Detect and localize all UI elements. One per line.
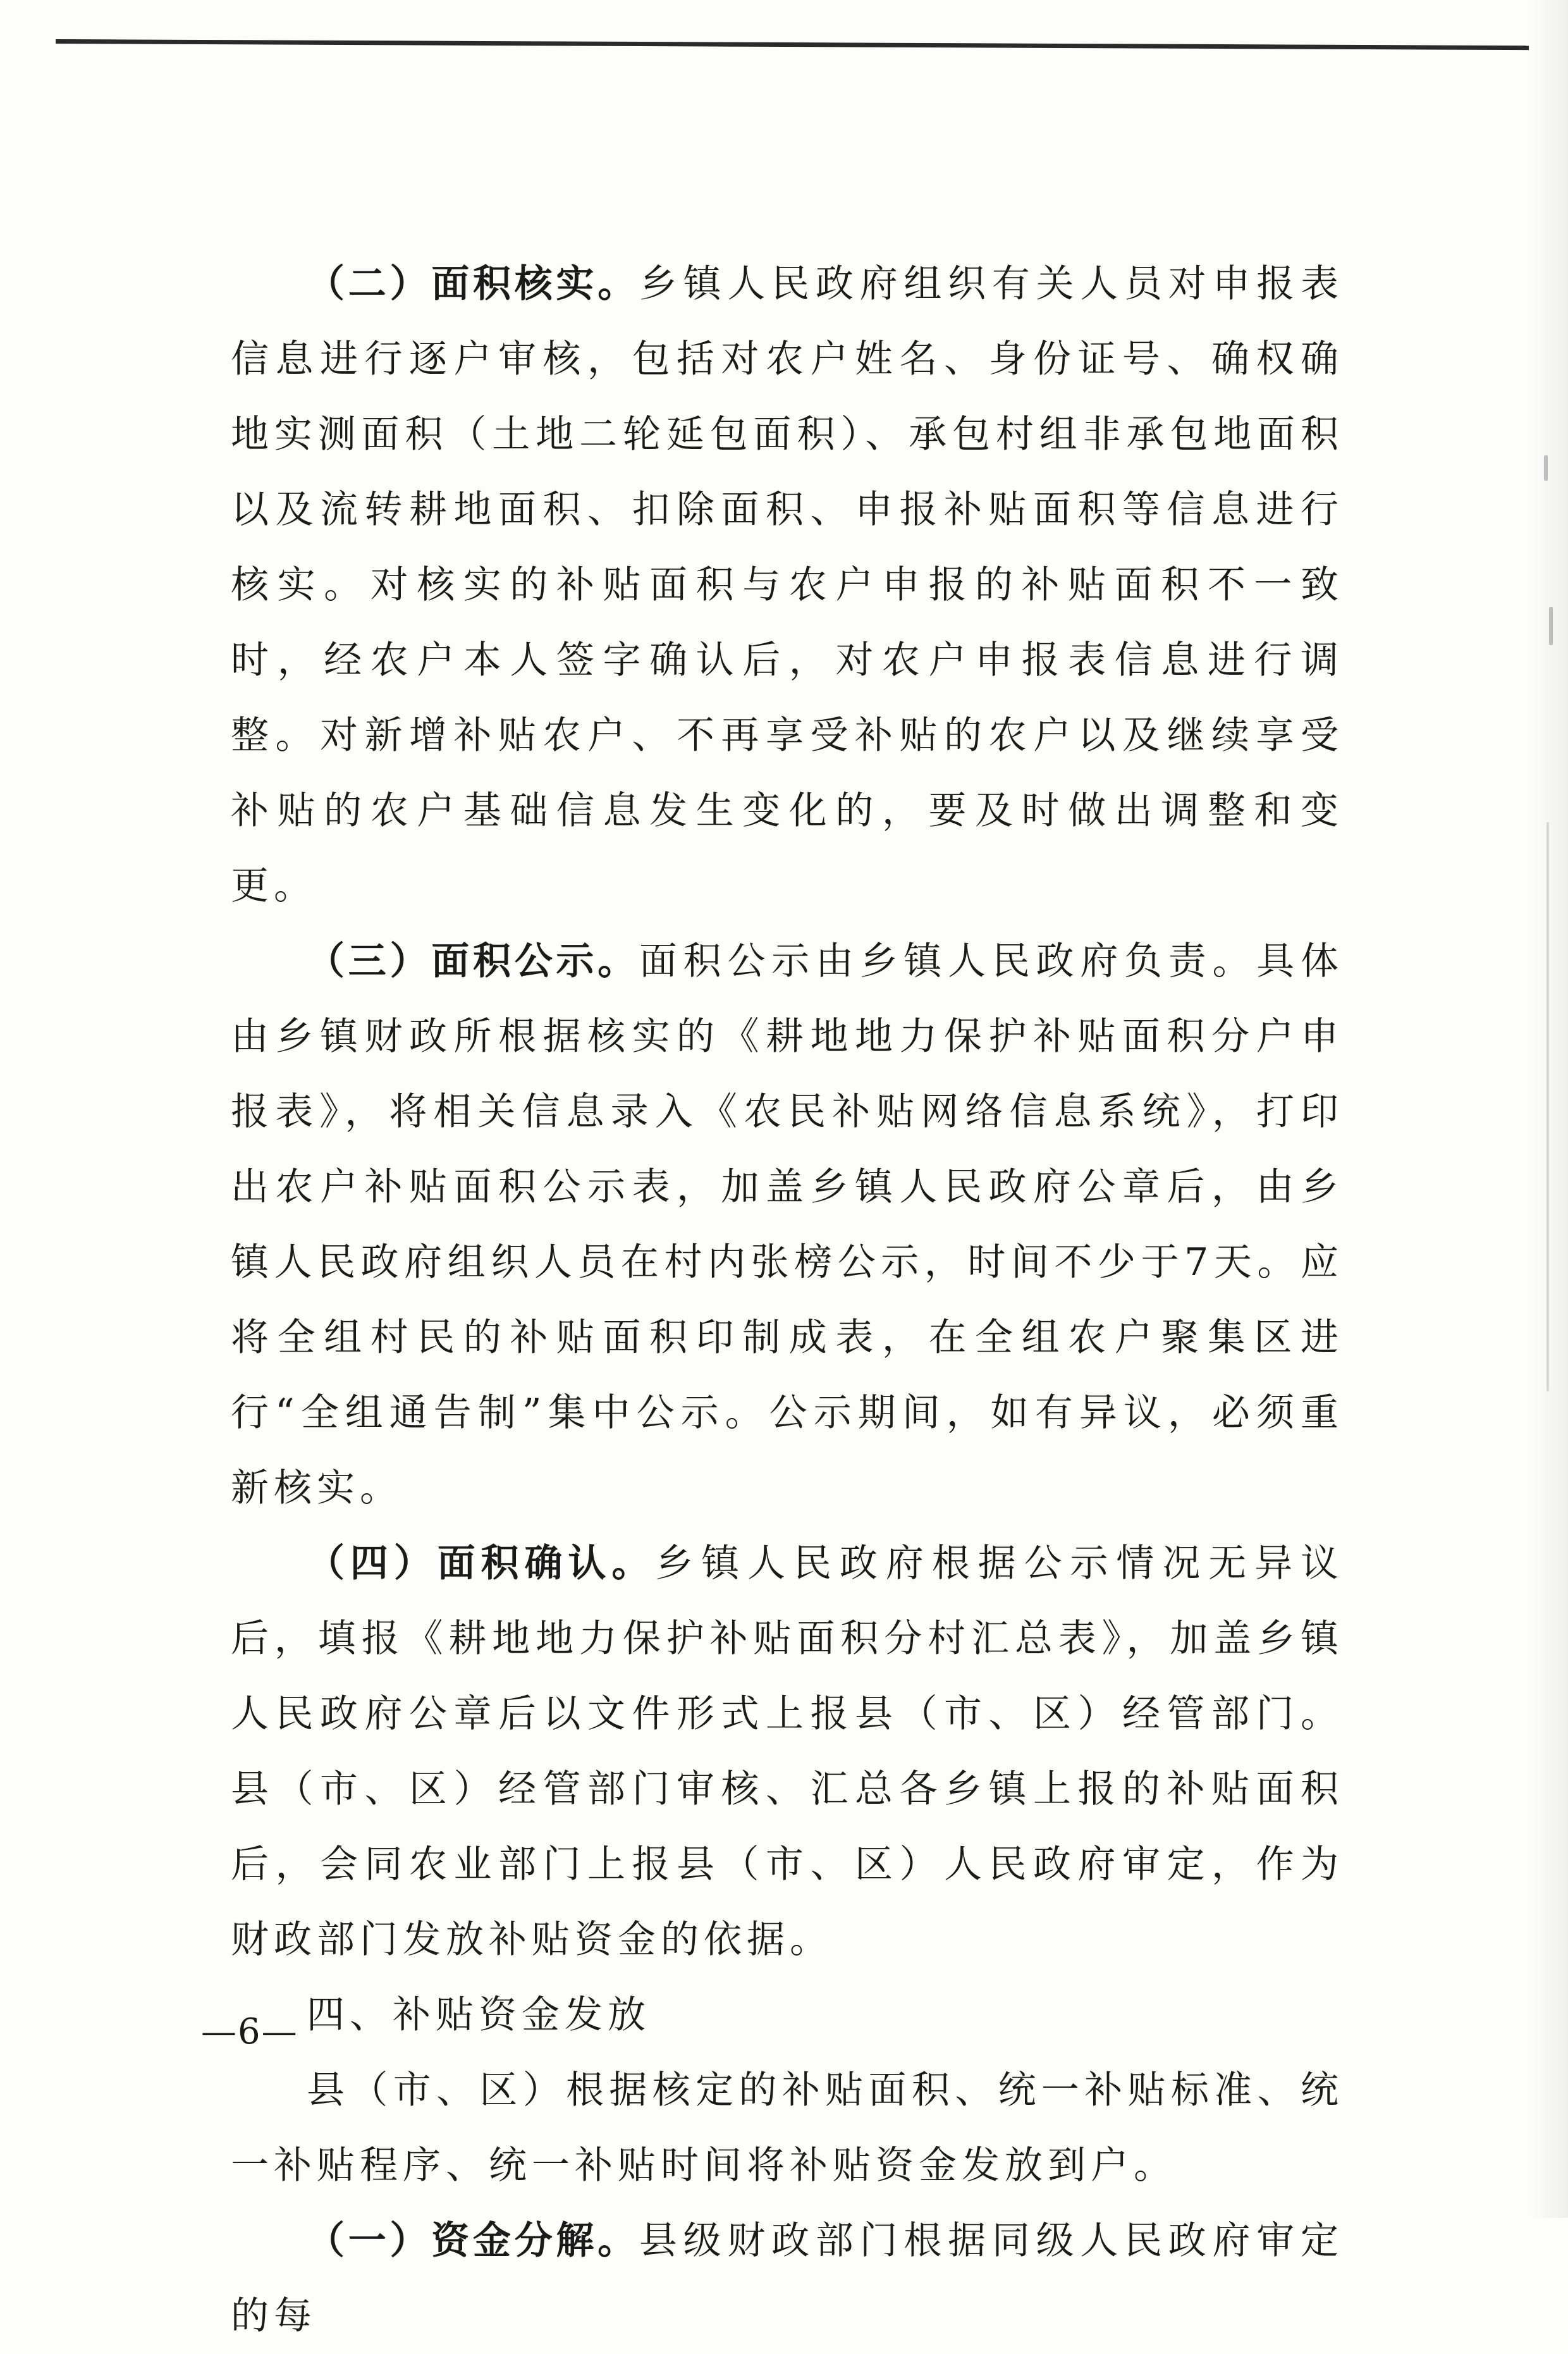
paragraph-text: 县级财政部门根据同级人民政府审定的每 — [231, 2219, 1344, 2338]
paragraph-text: 面积公示由乡镇人民政府负责。具体由乡镇财政所根据核实的《耕地地力保护补贴面积分户申报表》，将相关信息录入《农民补贴网络信息系统》，打印出农户补贴面积公示表，加盖乡镇人民政府公章后，由乡镇人民政府组织人员在村内张榜公示，时间不少于7天。应将全组村民的补贴面积印制成表，在全组农户聚集区进行“全组通告制”集中公示。公示期间，如有异议，必须重新核实。 — [231, 939, 1344, 1510]
section-intro: 县（市、区）根据核定的补贴面积、统一补贴标准、统一补贴程序、统一补贴时间将补贴资金发放到户。 — [231, 2068, 1344, 2188]
document-body — [231, 247, 1344, 2354]
paragraph-area-verification — [231, 247, 1344, 924]
paragraph-lead: （一）资金分解。 — [307, 2219, 639, 2263]
paragraph-text: 乡镇人民政府根据公示情况无异议后，填报《耕地地力保护补贴面积分村汇总表》，加盖乡镇人民政府公章后以文件形式上报县（市、区）经管部门。县（市、区）经管部门审核、汇总各乡镇上报的补贴面积后，会同农业部门上报县（市、区）人民政府审定，作为财政部门发放补贴资金的依据。 — [231, 1541, 1344, 1962]
paragraph-area-confirmation — [231, 1526, 1344, 1978]
top-rule — [56, 39, 1529, 50]
paragraph-fund-allocation — [231, 2203, 1344, 2354]
paragraph-text: 乡镇人民政府组织有关人员对申报表信息进行逐户审核，包括对农户姓名、身份证号、确权确地实测面积（土地二轮延包面积）、承包村组非承包地面积以及流转耕地面积、扣除面积、申报补贴面积等信息进行核实。对核实的补贴面积与农户申报的补贴面积不一致时，经农户本人签字确认后，对农户申报表信息进行调整。对新增补贴农户、不再享受补贴的农户以及继续享受补贴的农户基础信息发生变化的，要及时做出调整和变更。 — [231, 262, 1344, 908]
scan-edge-shadow — [1530, 0, 1568, 2218]
paragraph-area-publicity — [231, 924, 1344, 1526]
paragraph-lead: （四）面积确认。 — [307, 1541, 656, 1586]
paragraph-lead: （三）面积公示。 — [307, 939, 639, 983]
scan-mark — [1544, 455, 1548, 481]
paragraph-lead: （二）面积核实。 — [307, 262, 639, 306]
section-heading: 四、补贴资金发放 — [307, 1993, 651, 2037]
page-number: —6— — [201, 2011, 298, 2052]
scan-mark — [1547, 822, 1549, 1391]
scan-mark — [1549, 607, 1553, 645]
